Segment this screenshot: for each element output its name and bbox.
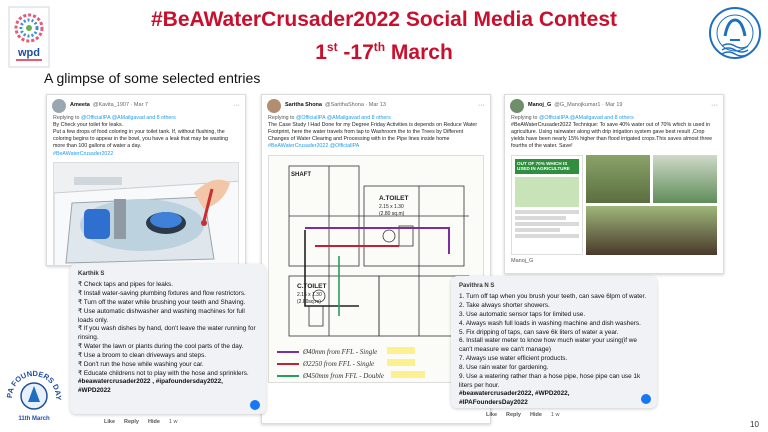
founders-day-text: PA FOUNDERS DAY (4, 368, 64, 401)
toilet-tank-illustration (54, 163, 239, 266)
date-sep: -17 (337, 41, 374, 64)
comment-line: 5. Fix dripping of taps, can save 6k liters of water a year. (459, 328, 619, 336)
reply-button[interactable]: Reply (124, 419, 139, 425)
page-number: 10 (750, 420, 759, 429)
replying-to-prefix: Replying to (268, 115, 296, 121)
tweet-card-ameeta (46, 94, 246, 266)
tweet-hashtag[interactable]: #BeAWaterCrusader2022 @OfficialIPA (268, 143, 360, 150)
comment-line: 4. Always wash full loads in washing machine and dish washers. (459, 319, 641, 327)
tweet-text (47, 121, 245, 159)
like-reaction-icon[interactable] (641, 394, 651, 404)
comment-line: ₹ Don't run the hose while washing your car. (78, 360, 204, 368)
tweet-text: #BeAWaterCrusader2022 Technique: To save 40% water out of 70% which is used in agriculture. Using rainwater along with drip irrigation system gave best result ,Crop yields have been nearly 15% higher than flood irrigated crops.This saves almost three fourths of the water. Save! (511, 122, 713, 150)
diagram-c-toilet-label: C.TOILET (297, 282, 327, 290)
tweet-image-toilet-tank[interactable] (53, 162, 239, 266)
hide-button[interactable]: Hide (148, 419, 160, 425)
tweet-text-body: The Case Study I Had Done for my Degree Friday Activities is depends on Reduce Water Footprint, here the water travels from tap to Washroom the to the Trees by Different Changes of Water Clearing and Processing with in the Pipe lines inside home (268, 122, 478, 143)
reply-button[interactable]: Reply (506, 412, 521, 418)
like-reaction-icon[interactable] (250, 400, 260, 410)
page-title: #BeAWaterCrusader2022 Social Media Contest (150, 8, 618, 31)
diagram-legend-3: Ø450mm from FFL - Double (303, 371, 384, 380)
comment-actions (104, 419, 186, 425)
comment-line: 8. Use rain water for gardening. (459, 363, 549, 371)
comment-line: 3. Use automatic sensor taps for limited use. (459, 310, 586, 318)
comment-hashtags[interactable]: #WPD2022 (78, 387, 111, 395)
tweet-photo-field[interactable] (586, 155, 650, 204)
tweet-header (47, 95, 245, 115)
diagram-c-toilet-dim: 2.15 x 1.30 (297, 291, 322, 298)
comment-hashtags[interactable]: #IPAFoundersDay2022 (459, 399, 528, 407)
tweet-hashtag[interactable]: #BeAWaterCrusader2022 (53, 150, 114, 157)
comment-actions (486, 412, 568, 418)
avatar[interactable] (52, 99, 66, 113)
replying-to-link[interactable]: @OfficialIPA @AMailgavad and 8 others (80, 115, 176, 121)
diagram-a-toilet-label: A.TOILET (379, 194, 409, 202)
section-heading: A glimpse of some selected entries (44, 70, 261, 86)
tweet-text (262, 121, 490, 152)
diagram-legend-1: Ø40mm from FFL - Single (303, 347, 378, 356)
comment-line: 1. Turn off tap when you brush your teeth, can save 6lpm of water. (459, 293, 647, 301)
tweet-author-handle[interactable]: @SarithaShona · Mar 13 (324, 102, 386, 109)
like-button[interactable]: Like (104, 419, 116, 425)
tweet-image-photos (586, 155, 717, 255)
comment-author[interactable]: Pavithra N S (459, 283, 495, 289)
tweet-author-handle[interactable]: @Kavita_1907 · Mar 7 (92, 102, 148, 109)
comment-line: ₹ Water the lawn or plants during the cool parts of the day. (78, 343, 244, 351)
date-end-suffix: th (373, 40, 386, 54)
date-month: March (385, 41, 453, 64)
comment-line: 6. Install water meter to know how much water your using(if we can't measure we can't manage) (459, 337, 637, 354)
tweet-text-line: Put a few drops of food coloring in your toilet tank. If, without flushing, the coloring begins to appear in the bowl, you have a leak that may be wasting more than 100 gallons of water a day. (53, 129, 228, 150)
ipa-logo (708, 6, 762, 64)
comment-line: 7. Always use water efficient products. (459, 355, 568, 363)
tweet-photo-crops[interactable] (586, 206, 717, 255)
tweet-card-manoj (504, 94, 724, 274)
comment-line: 2. Take always shorter showers. (459, 302, 550, 310)
wpd-logo (8, 6, 50, 68)
founders-day-date: 11th March (18, 416, 50, 422)
comment-line: ₹ Install water-saving plumbing fixtures and flow restrictors. (78, 290, 246, 298)
more-options-icon[interactable]: ··· (233, 102, 240, 110)
tweet-image-poster[interactable] (511, 155, 583, 255)
avatar[interactable] (510, 99, 524, 113)
contest-dates (0, 40, 768, 65)
comment-hashtags[interactable]: #beawatercrusader2022 , #ipafoundersday2022, (78, 378, 223, 386)
comment-karthik (70, 264, 266, 414)
replying-to-prefix: Replying to (53, 115, 81, 121)
replying-to-prefix: Replying to (511, 115, 539, 121)
poster-heading: OUT OF 70% WHICH IS USED IN AGRICULTURE (515, 159, 579, 174)
comment-line: ₹ Use automatic dishwasher and washing machines for full loads only. (78, 307, 245, 324)
comment-line: ₹ Turn off the water while brushing your teeth and Shaving. (78, 298, 246, 306)
diagram-a-toilet-dim: 2.15 x 1.30 (379, 203, 404, 210)
hide-button[interactable]: Hide (530, 412, 542, 418)
comment-pavithra (451, 276, 657, 408)
tweet-author-name[interactable]: Manoj_G (528, 102, 552, 109)
diagram-shaft-label: SHAFT (291, 171, 311, 178)
date-start: 1 (315, 41, 327, 64)
comment-line: ₹ Educate childrens not to play with the hose and sprinklers. (78, 369, 249, 377)
tweet-footer: Manoj_G (511, 257, 534, 264)
wpd-logo-text: wpd (18, 47, 40, 59)
tweet-photo-drip[interactable] (653, 155, 717, 204)
diagram-c-toilet-area: (2.80sq.m) (297, 298, 321, 305)
comment-line: ₹ Check taps and pipes for leaks. (78, 281, 174, 289)
tweet-header (262, 95, 490, 115)
tweet-image-grid (511, 155, 717, 255)
comment-line: ₹ Use a broom to clean driveways and steps. (78, 351, 207, 359)
comment-author[interactable]: Karthik S (78, 271, 105, 277)
tweet-author-handle[interactable]: @G_Manojkumar1 · Mar 19 (554, 102, 623, 109)
like-button[interactable]: Like (486, 412, 498, 418)
diagram-a-toilet-area: (2.80 sq.m) (379, 210, 405, 217)
diagram-legend-2: Ø2250 from FFL - Single (303, 359, 375, 368)
more-options-icon[interactable]: ··· (478, 102, 485, 110)
comment-line: ₹ If you wash dishes by hand, don't leave the water running for rinsing. (78, 325, 256, 342)
replying-to-link[interactable]: @OfficialIPA @AMailgavad and 8 others (538, 115, 634, 121)
tweet-author-name[interactable]: Saritha Shona (285, 102, 322, 109)
comment-timestamp: 1 w (168, 419, 178, 425)
tweet-header (505, 95, 723, 115)
replying-to-link[interactable]: @OfficialIPA @AMailgavad and 8 others (295, 115, 391, 121)
date-start-suffix: st (326, 40, 338, 54)
tweet-text-line: By Check your toilet for leaks. (53, 122, 124, 128)
tweet-author-name[interactable]: Ameeta (70, 102, 90, 109)
comment-timestamp: 1 w (550, 412, 560, 418)
comment-hashtags[interactable]: #beawatercrusader2022, #WPD2022, (459, 390, 570, 398)
comment-line: 9. Use a watering rather than a hose pipe, hose pipe can use 1k liters per hour. (459, 372, 641, 389)
ipa-founders-day-logo (4, 360, 64, 426)
avatar[interactable] (267, 99, 281, 113)
more-options-icon[interactable]: ··· (711, 102, 718, 110)
